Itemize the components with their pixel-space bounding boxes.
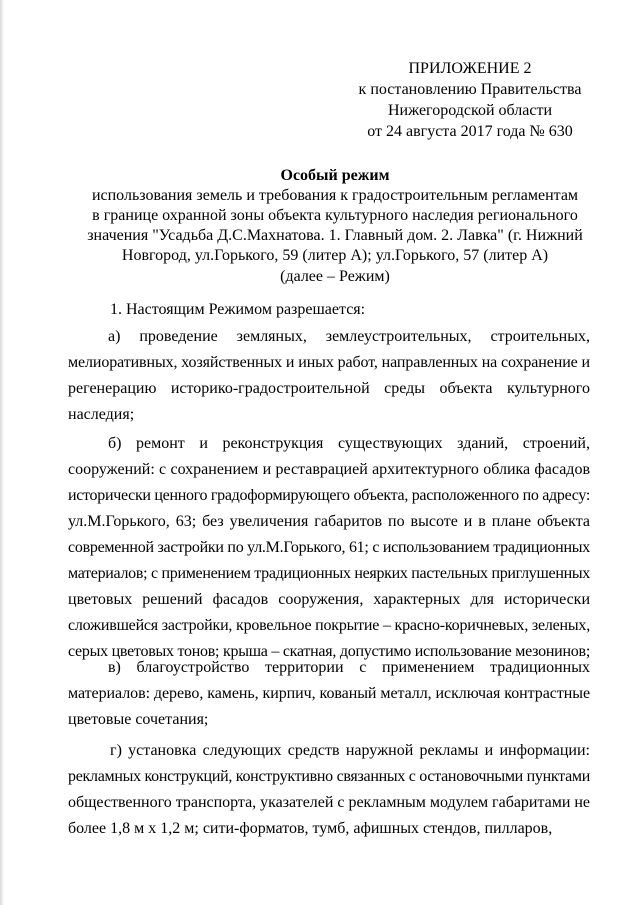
text-line: г) установка следующих средств наружной рекламы и информации:	[110, 742, 590, 759]
title-line: значения "Усадьба Д.С.Махнатова. 1. Главный дом. 2. Лавка" (г. Нижний	[87, 227, 583, 244]
appendix-line: от 24 августа 2017 года № 630	[367, 123, 573, 140]
title-line: использования земель и требования к градостроительным регламентам	[91, 187, 579, 204]
scan-edge-shadow	[0, 0, 4, 905]
short-name: (далее – Режим)	[280, 268, 390, 285]
paragraph-1	[68, 297, 590, 323]
title-line: Новгород, ул.Горького, 59 (литер А); ул.Горького, 57 (литер А)	[121, 247, 549, 264]
title-line: в границе охранной зоны объекта культурного наследия регионального	[92, 207, 578, 224]
text-line: исторически ценного градоформирующего объекта, расположенного по адресу:	[68, 487, 590, 504]
text-line: общественного транспорта, указателей с рекламным модулем габаритами не	[68, 794, 590, 811]
text-line: более 1,8 м х 1,2 м; сити-форматов, тумб, афишных стендов, пилларов,	[68, 820, 553, 837]
item-b	[68, 431, 590, 665]
text-line: в) благоустройство территории с применением традиционных	[108, 659, 590, 676]
text-line: рекламных конструкций, конструктивно связанных с остановочными пунктами	[68, 768, 591, 785]
text-line: наследия;	[68, 406, 135, 423]
item-g	[68, 738, 590, 842]
text-line: материалов; с применением традиционных неярких пастельных приглушенных	[68, 565, 591, 582]
text-line: мелиоративных, хозяйственных и иных работ, направленных на сохранение и	[68, 354, 590, 371]
text-line: а) проведение земляных, землеустроительных, строительных,	[108, 328, 590, 345]
text-line: серых цветовых тонов; крыша – скатная, допустимо использование мезонинов;	[68, 643, 591, 660]
text-line: регенерацию историко-градостроительной среды объекта культурного	[68, 380, 590, 397]
text-line: цветовые сочетания;	[68, 711, 209, 728]
item-a	[68, 324, 590, 428]
text-line: материалов: дерево, камень, кирпич, кованый металл, исключая контрастные	[68, 685, 590, 702]
appendix-line: к постановлению Правительства	[358, 81, 582, 98]
text-line: ул.М.Горького, 63; без увеличения габаритов по высоте и в плане объекта	[68, 513, 590, 530]
appendix-heading: ПРИЛОЖЕНИЕ 2	[408, 60, 532, 77]
item-v	[68, 655, 590, 733]
text-line: сложившейся застройки, кровельное покрытие – красно-коричневых, зеленых,	[68, 617, 591, 634]
text-line: сооружений: с сохранением и реставрацией архитектурного облика фасадов	[68, 461, 590, 478]
text-line: цветовых решений фасадов сооружения, характерных для исторически	[68, 591, 590, 608]
document-title	[80, 166, 590, 266]
text-line: современной застройки по ул.М.Горького, 61; с использованием традиционных	[68, 539, 590, 556]
appendix-line: Нижегородской области	[387, 102, 552, 119]
title-bold: Особый режим	[280, 167, 390, 184]
text-line: б) ремонт и реконструкция существующих зданий, строений,	[108, 435, 590, 452]
text-line: 1. Настоящим Режимом разрешается:	[110, 301, 366, 318]
appendix-header	[340, 58, 600, 142]
